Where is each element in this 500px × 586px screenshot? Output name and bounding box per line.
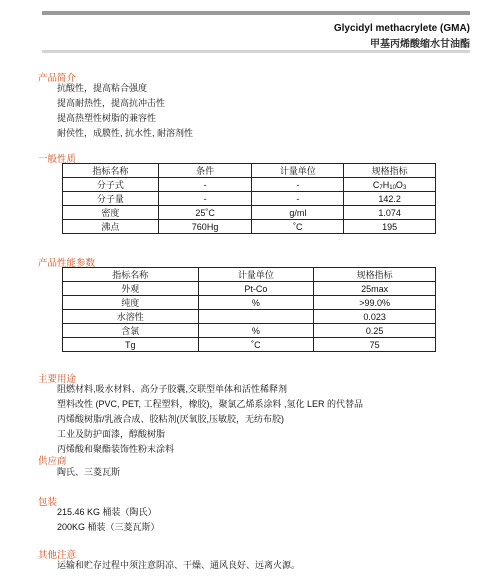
header-top-rule [42,11,470,15]
packaging-line: 215.46 KG 桶装（陶氏） [57,507,157,517]
table-cell: 0.023 [314,310,436,324]
formula-subscript: 3 [402,184,407,191]
table-cell: - [158,192,252,206]
table-cell: ˚C [198,338,314,352]
table-row [63,206,436,220]
uses-line: 工业及防护面漆，醇酸树脂 [57,429,166,439]
formula-subscript: 10 [389,184,396,191]
table-cell: 195 [344,220,436,234]
table-cell: % [198,296,314,310]
table-cell: 密度 [63,206,159,220]
table-cell: 25˚C [158,206,252,220]
section-title-intro: 产品简介 [38,73,77,84]
uses-list [57,382,363,457]
table-header-row [63,268,436,282]
intro-list [57,81,193,141]
column-header: 指标名称 [63,268,199,282]
document-title: Glycidyl methacrylete (GMA) [333,23,470,34]
formula-element: C [372,179,380,190]
column-header: 条件 [158,164,252,178]
intro-line: 耐侯性，成膜性, 抗水性, 耐溶剂性 [57,128,194,138]
formula-subscript: 7 [379,184,383,191]
intro-line: 提高热塑性树脂的兼容性 [57,113,157,123]
table-cell: 纯度 [63,296,199,310]
table-cell: - [158,178,252,192]
table-cell: 760Hg [158,220,252,234]
performance-table [62,267,436,352]
column-header: 规格指标 [314,268,436,282]
table-cell: 水溶性 [63,310,199,324]
table-row [63,192,436,206]
supplier-list [57,465,120,480]
table-cell: - [252,178,344,192]
table-row [63,178,436,192]
table-cell: 0.25 [314,324,436,338]
table-cell: 含氯 [63,324,199,338]
table-cell: 外观 [63,282,199,296]
header-bottom-rule [42,50,470,53]
table-cell: 分子式 [63,178,159,192]
packaging-list [57,505,160,535]
table-cell: 142.2 [344,192,436,206]
formula-element: H [382,179,390,190]
document-subtitle: 甲基丙烯酸缩水甘油酯 [370,39,470,50]
uses-line: 丙烯酸和聚酯装饰性粉末涂料 [57,444,175,454]
intro-line: 提高耐热性，提高抗冲击性 [57,98,166,108]
table-row [63,296,436,310]
table-header-row [63,164,436,178]
table-row [63,338,436,352]
table-cell: ˚C [252,220,344,234]
table-cell: g/ml [252,206,344,220]
table-cell: 75 [314,338,436,352]
column-header: 规格指标 [344,164,436,178]
section-title-packaging: 包装 [38,497,58,508]
intro-line: 抗酸性，提高粘合强度 [57,83,148,93]
table-cell: >99.0% [314,296,436,310]
column-header: 计量单位 [252,164,344,178]
table-cell: - [252,192,344,206]
table-row [63,220,436,234]
molecular-formula-cell [344,178,436,192]
table-row [63,282,436,296]
table-cell: 1.074 [344,206,436,220]
uses-line: 塑料改性 (PVC, PET, 工程塑料，橡胶)，聚氯乙烯系涂料 ,氢化 LER 的代替品 [57,399,364,409]
uses-line: 阻燃材料,吸水材料、高分子胶囊,交联型单体和活性稀释剂 [57,384,288,394]
table-cell: 25max [314,282,436,296]
notes-line: 运输和贮存过程中须注意阴凉、干燥、通风良好、远离火源。 [57,560,301,570]
table-cell: Tg [63,338,199,352]
table-cell: % [198,324,314,338]
uses-line: 丙烯酸树脂/乳液合成、胶粘剂(厌氧胶,压敏胶，无纺布胶) [57,414,284,424]
packaging-line: 200KG 桶装（三菱瓦斯） [57,522,160,532]
table-cell: 分子量 [63,192,159,206]
table-cell: Pt-Co [198,282,314,296]
column-header: 指标名称 [63,164,159,178]
table-cell [198,310,314,324]
notes-list [57,558,300,573]
table-row [63,324,436,338]
formula-element: O [395,179,403,190]
section-title-notes: 其他注意 [38,550,77,561]
section-title-performance: 产品性能参数 [38,258,96,269]
section-title-uses: 主要用途 [38,374,77,385]
section-title-supplier: 供应商 [38,456,67,467]
table-cell: 沸点 [63,220,159,234]
supplier-line: 陶氏、三菱瓦斯 [57,467,121,477]
table-row [63,310,436,324]
column-header: 计量单位 [198,268,314,282]
section-title-general: 一般性质 [38,154,77,165]
general-properties-table [62,163,436,234]
